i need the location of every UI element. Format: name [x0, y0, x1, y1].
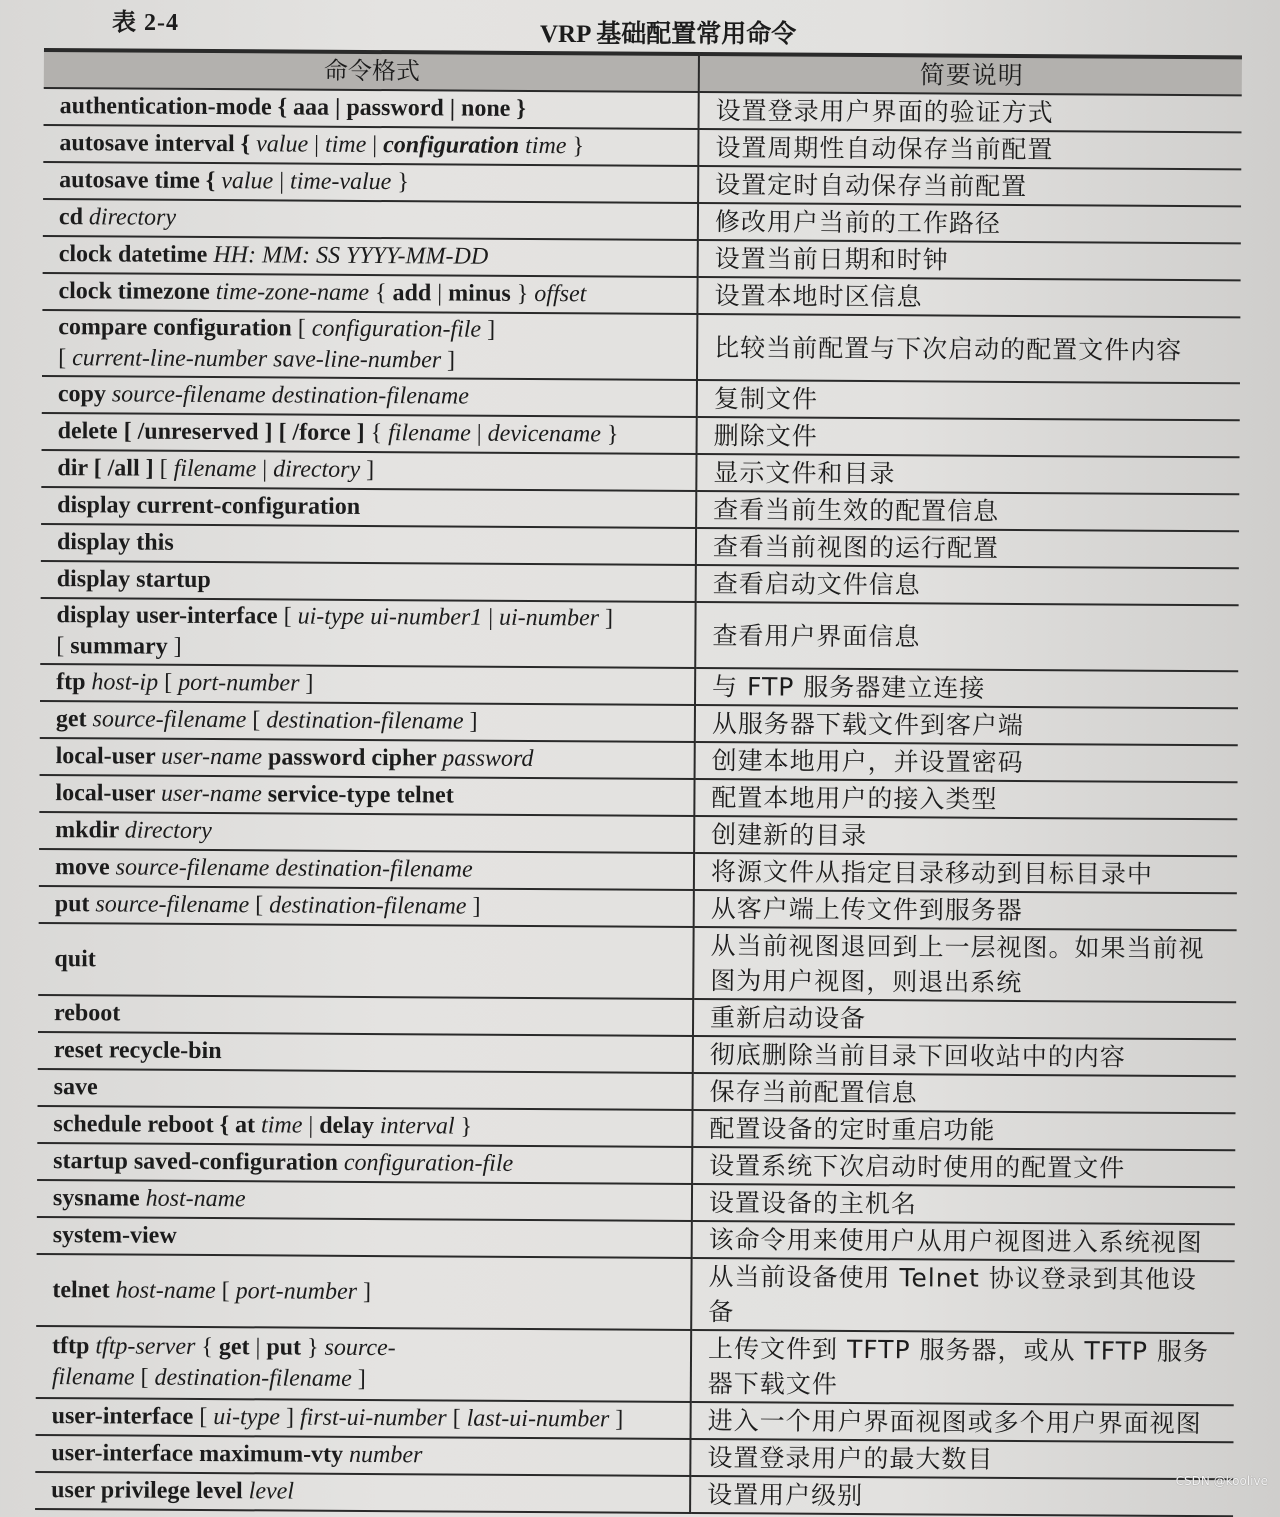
command-segment: get	[55, 706, 93, 733]
description-cell: 设置定时自动保存当前配置	[698, 166, 1241, 206]
command-segment: |	[431, 280, 449, 307]
command-segment: offset	[534, 281, 587, 308]
command-segment: }	[454, 1113, 473, 1140]
description-cell: 查看用户界面信息	[695, 602, 1238, 671]
command-segment: time	[261, 1112, 303, 1139]
command-segment: display user-interface	[56, 602, 284, 630]
command-segment: source-filename destination-filename	[115, 854, 473, 883]
command-segment: save	[53, 1074, 98, 1101]
description-cell: 查看当前视图的运行配置	[696, 528, 1239, 568]
command-cell	[43, 162, 698, 203]
table-row	[36, 1254, 1234, 1333]
command-cell	[39, 849, 694, 890]
description-cell: 设置用户级别	[690, 1476, 1233, 1516]
command-segment: clock datetime	[58, 241, 214, 269]
command-segment: [	[199, 1403, 214, 1431]
description-cell: 创建新的目录	[694, 816, 1237, 856]
command-cell	[42, 273, 697, 314]
description-cell: 从当前视图退回到上一层视图。如果当前视图为用户视图，则退出系统	[693, 927, 1236, 1002]
column-header-command-format: 命令格式	[44, 50, 699, 92]
command-cell	[40, 738, 695, 779]
command-segment: time-value	[290, 168, 392, 196]
command-segment: [	[283, 603, 298, 630]
table-row	[38, 923, 1236, 1002]
command-cell	[44, 88, 699, 129]
command-cell	[37, 1106, 692, 1147]
command-segment: level	[248, 1478, 295, 1505]
command-segment: filename	[173, 455, 257, 483]
description-cell: 设置设备的主机名	[692, 1184, 1235, 1224]
command-segment: ]	[481, 316, 496, 343]
command-cell	[36, 1398, 691, 1439]
command-segment: display this	[56, 529, 174, 556]
command-segment: time	[519, 132, 567, 160]
description-cell: 设置当前日期和时钟	[698, 240, 1241, 280]
description-cell: 设置周期性自动保存当前配置	[698, 129, 1241, 169]
table-row	[40, 598, 1238, 671]
command-segment: interval	[379, 1113, 455, 1140]
command-segment: ui-type ui-number1	[297, 603, 483, 631]
command-cell	[35, 1472, 690, 1513]
command-cell	[39, 886, 694, 927]
command-segment: user-name	[161, 743, 263, 771]
command-segment: sysname	[52, 1185, 146, 1212]
command-segment: startup saved-configuration	[53, 1148, 344, 1176]
command-segment: first-ui-number	[299, 1404, 447, 1432]
command-segment: summary	[70, 633, 168, 660]
command-segment: minus	[448, 280, 511, 307]
description-cell: 配置设备的定时重启功能	[692, 1110, 1235, 1150]
command-cell	[42, 376, 697, 417]
command-segment: mkdir	[55, 817, 125, 844]
description-cell: 比较当前配置与下次启动的配置文件内容	[697, 314, 1240, 383]
command-segment: source-filename	[92, 706, 247, 734]
table-body	[35, 88, 1242, 1516]
description-cell: 从客户端上传文件到服务器	[694, 890, 1237, 930]
command-cell	[40, 598, 695, 668]
command-segment: |	[308, 131, 326, 158]
command-segment: telnet	[52, 1276, 116, 1303]
command-segment: reset recycle-bin	[53, 1037, 222, 1065]
command-segment: }	[510, 280, 535, 307]
description-cell: 该命令用来使用户从用户视图进入系统视图	[692, 1221, 1235, 1261]
table-row	[35, 1472, 1233, 1516]
command-segment: host-ip	[91, 669, 159, 696]
description-cell: 将源文件从指定目录移动到目标目录中	[694, 853, 1237, 893]
description-cell: 进入一个用户界面视图或多个用户界面视图	[691, 1402, 1234, 1442]
command-segment: time-zone-name	[215, 279, 370, 306]
command-segment: tftp-server	[95, 1333, 196, 1360]
description-cell: 设置登录用户界面的验证方式	[699, 92, 1242, 132]
command-segment: filename	[388, 420, 471, 447]
command-segment: local-user	[55, 743, 162, 770]
description-cell: 保存当前配置信息	[693, 1073, 1236, 1113]
command-segment: destination-filename	[154, 1364, 352, 1392]
command-cell	[41, 450, 696, 491]
command-segment: }	[566, 133, 585, 160]
command-segment: |	[249, 1334, 267, 1361]
command-cell	[38, 923, 693, 999]
command-cell	[35, 1435, 690, 1476]
command-segment: time	[324, 131, 367, 158]
command-segment: host-name	[145, 1185, 246, 1213]
command-cell	[38, 1032, 693, 1073]
command-segment: |	[302, 1112, 320, 1139]
command-segment: configuration-file	[343, 1149, 514, 1177]
command-segment: ui-type	[213, 1404, 281, 1431]
command-segment: display current-configuration	[57, 492, 361, 520]
command-segment: local-user	[55, 780, 162, 807]
command-cell	[43, 125, 698, 166]
command-segment: ]	[441, 347, 456, 374]
command-segment: user-interface	[51, 1403, 200, 1430]
command-segment: [	[297, 315, 312, 342]
description-cell: 设置登录用户的最大数目	[690, 1439, 1233, 1479]
command-segment: [	[134, 1364, 155, 1391]
description-cell: 查看当前生效的配置信息	[696, 491, 1239, 531]
table-row	[42, 310, 1240, 383]
command-segment: ]	[299, 670, 314, 697]
command-cell	[37, 1180, 692, 1221]
command-segment: port-number	[235, 1277, 358, 1305]
command-cell	[39, 775, 694, 816]
description-cell: 修改用户当前的工作路径	[698, 203, 1241, 243]
command-segment: clock timezone	[58, 278, 216, 306]
command-segment: tftp	[51, 1333, 96, 1360]
command-segment: copy	[57, 381, 112, 408]
command-segment: [	[215, 1277, 236, 1304]
description-cell: 与 FTP 服务器建立连接	[695, 668, 1238, 708]
description-cell: 重新启动设备	[693, 999, 1236, 1039]
command-segment: current-line-number save-line-number	[72, 345, 442, 374]
command-segment: host-name	[115, 1276, 216, 1304]
description-cell: 从服务器下载文件到客户端	[695, 705, 1238, 745]
command-segment: display startup	[56, 566, 211, 594]
command-segment: value	[256, 131, 309, 158]
command-segment: source-filename	[95, 891, 250, 919]
command-segment: HH: MM: SS YYYY-MM-DD	[213, 242, 489, 270]
command-segment: filename	[51, 1364, 135, 1391]
command-cell	[40, 701, 695, 742]
command-segment: ]	[360, 456, 375, 484]
command-cell	[36, 1326, 691, 1402]
command-segment: [	[58, 345, 73, 372]
command-segment: source-filename destination-filename	[111, 381, 469, 410]
command-segment: |	[482, 604, 500, 631]
command-cell	[41, 487, 696, 528]
command-segment: [	[249, 892, 270, 919]
command-segment: [	[446, 1405, 467, 1432]
command-segment: number	[349, 1441, 423, 1469]
command-segment: autosave time {	[59, 167, 222, 195]
command-segment: {	[195, 1333, 219, 1361]
command-segment: ]	[598, 605, 614, 632]
command-segment: source-	[324, 1334, 396, 1362]
command-segment: |	[470, 420, 488, 447]
command-cell	[40, 664, 695, 705]
command-segment: service-type telnet	[261, 781, 454, 809]
command-cell	[43, 199, 698, 240]
description-cell: 复制文件	[697, 380, 1240, 420]
description-cell: 设置本地时区信息	[697, 277, 1240, 317]
command-segment: value	[221, 168, 274, 195]
command-segment: |	[256, 456, 274, 483]
command-cell	[42, 310, 697, 380]
command-table	[35, 48, 1242, 1517]
command-segment: autosave interval {	[59, 130, 257, 158]
command-segment: }	[300, 1334, 325, 1361]
command-segment: {	[370, 420, 389, 447]
command-segment: directory	[124, 817, 212, 845]
command-segment: ]	[356, 1278, 372, 1305]
command-segment: add	[392, 280, 432, 307]
command-segment: [	[246, 707, 267, 734]
command-segment: destination-filename	[269, 892, 467, 920]
command-segment: configuration-file	[311, 315, 482, 343]
command-segment: ui-number	[498, 604, 600, 632]
command-segment: reboot	[54, 1000, 121, 1027]
command-cell	[37, 1143, 692, 1184]
command-cell	[36, 1254, 691, 1330]
command-segment: ]	[609, 1406, 624, 1433]
description-cell: 删除文件	[697, 417, 1240, 457]
command-segment: }	[600, 421, 619, 448]
command-segment: ]	[351, 1365, 366, 1392]
table-row	[36, 1326, 1234, 1405]
description-cell: 创建本地用户，并设置密码	[695, 742, 1238, 782]
command-segment: [	[158, 669, 179, 696]
command-segment: ]	[167, 633, 182, 660]
command-segment: delete [ /unreserved ] [ /force ]	[57, 418, 371, 447]
command-cell	[37, 1217, 692, 1258]
command-segment: ftp	[56, 669, 92, 696]
command-cell	[39, 812, 694, 853]
command-segment: last-ui-number	[466, 1405, 610, 1433]
description-cell: 彻底删除当前目录下回收站中的内容	[693, 1036, 1236, 1076]
command-segment: put	[54, 891, 96, 918]
command-segment: port-number	[178, 669, 300, 697]
command-segment: authentication-mode { aaa | password | none }	[59, 93, 526, 122]
column-header-description: 简要说明	[699, 54, 1242, 95]
command-segment: quit	[54, 945, 96, 972]
description-cell: 设置系统下次启动时使用的配置文件	[692, 1147, 1235, 1187]
command-segment: configuration	[383, 132, 520, 159]
description-cell: 显示文件和目录	[696, 454, 1239, 494]
command-segment: dir [ /all ]	[57, 455, 160, 482]
command-segment: ]	[466, 893, 481, 920]
command-cell	[41, 524, 696, 565]
table-label: 表 2-4	[112, 10, 179, 36]
command-segment: [	[159, 455, 174, 482]
description-cell: 从当前设备使用 Telnet 协议登录到其他设备	[691, 1258, 1234, 1333]
command-segment: compare configuration	[58, 314, 298, 342]
watermark: CSDN @koolive	[1175, 1474, 1268, 1488]
command-cell	[41, 561, 696, 602]
table-title: VRP 基础配置常用命令	[540, 21, 797, 48]
command-segment: [	[56, 633, 71, 660]
command-cell	[42, 413, 697, 454]
description-cell: 查看启动文件信息	[696, 565, 1239, 605]
command-segment: destination-filename	[266, 707, 464, 735]
command-segment: move	[54, 854, 116, 881]
command-segment: {	[368, 279, 393, 307]
command-segment: user-interface maximum-vty	[51, 1440, 350, 1468]
command-segment: directory	[88, 204, 177, 231]
description-cell: 上传文件到 TFTP 服务器，或从 TFTP 服务器下载文件	[691, 1330, 1234, 1405]
command-segment: password	[442, 745, 534, 773]
command-cell	[43, 236, 698, 277]
command-segment: get	[218, 1334, 250, 1361]
command-segment: put	[266, 1334, 302, 1361]
command-segment: password cipher	[261, 744, 443, 772]
command-cell	[38, 995, 693, 1036]
command-segment: schedule reboot { at	[53, 1111, 262, 1139]
command-segment: |	[366, 131, 384, 159]
command-segment: directory	[273, 456, 361, 483]
command-segment: cd	[58, 204, 90, 231]
command-segment: ]	[279, 1404, 301, 1431]
command-segment: system-view	[52, 1222, 177, 1249]
command-segment: }	[391, 169, 409, 196]
command-cell	[38, 1069, 693, 1110]
command-segment: |	[273, 168, 291, 195]
command-segment: user privilege level	[51, 1477, 249, 1505]
command-segment: ]	[463, 708, 478, 735]
command-segment: devicename	[487, 420, 601, 448]
description-cell: 配置本地用户的接入类型	[694, 779, 1237, 819]
command-segment: user-name	[160, 780, 262, 808]
command-segment: delay	[319, 1112, 380, 1140]
